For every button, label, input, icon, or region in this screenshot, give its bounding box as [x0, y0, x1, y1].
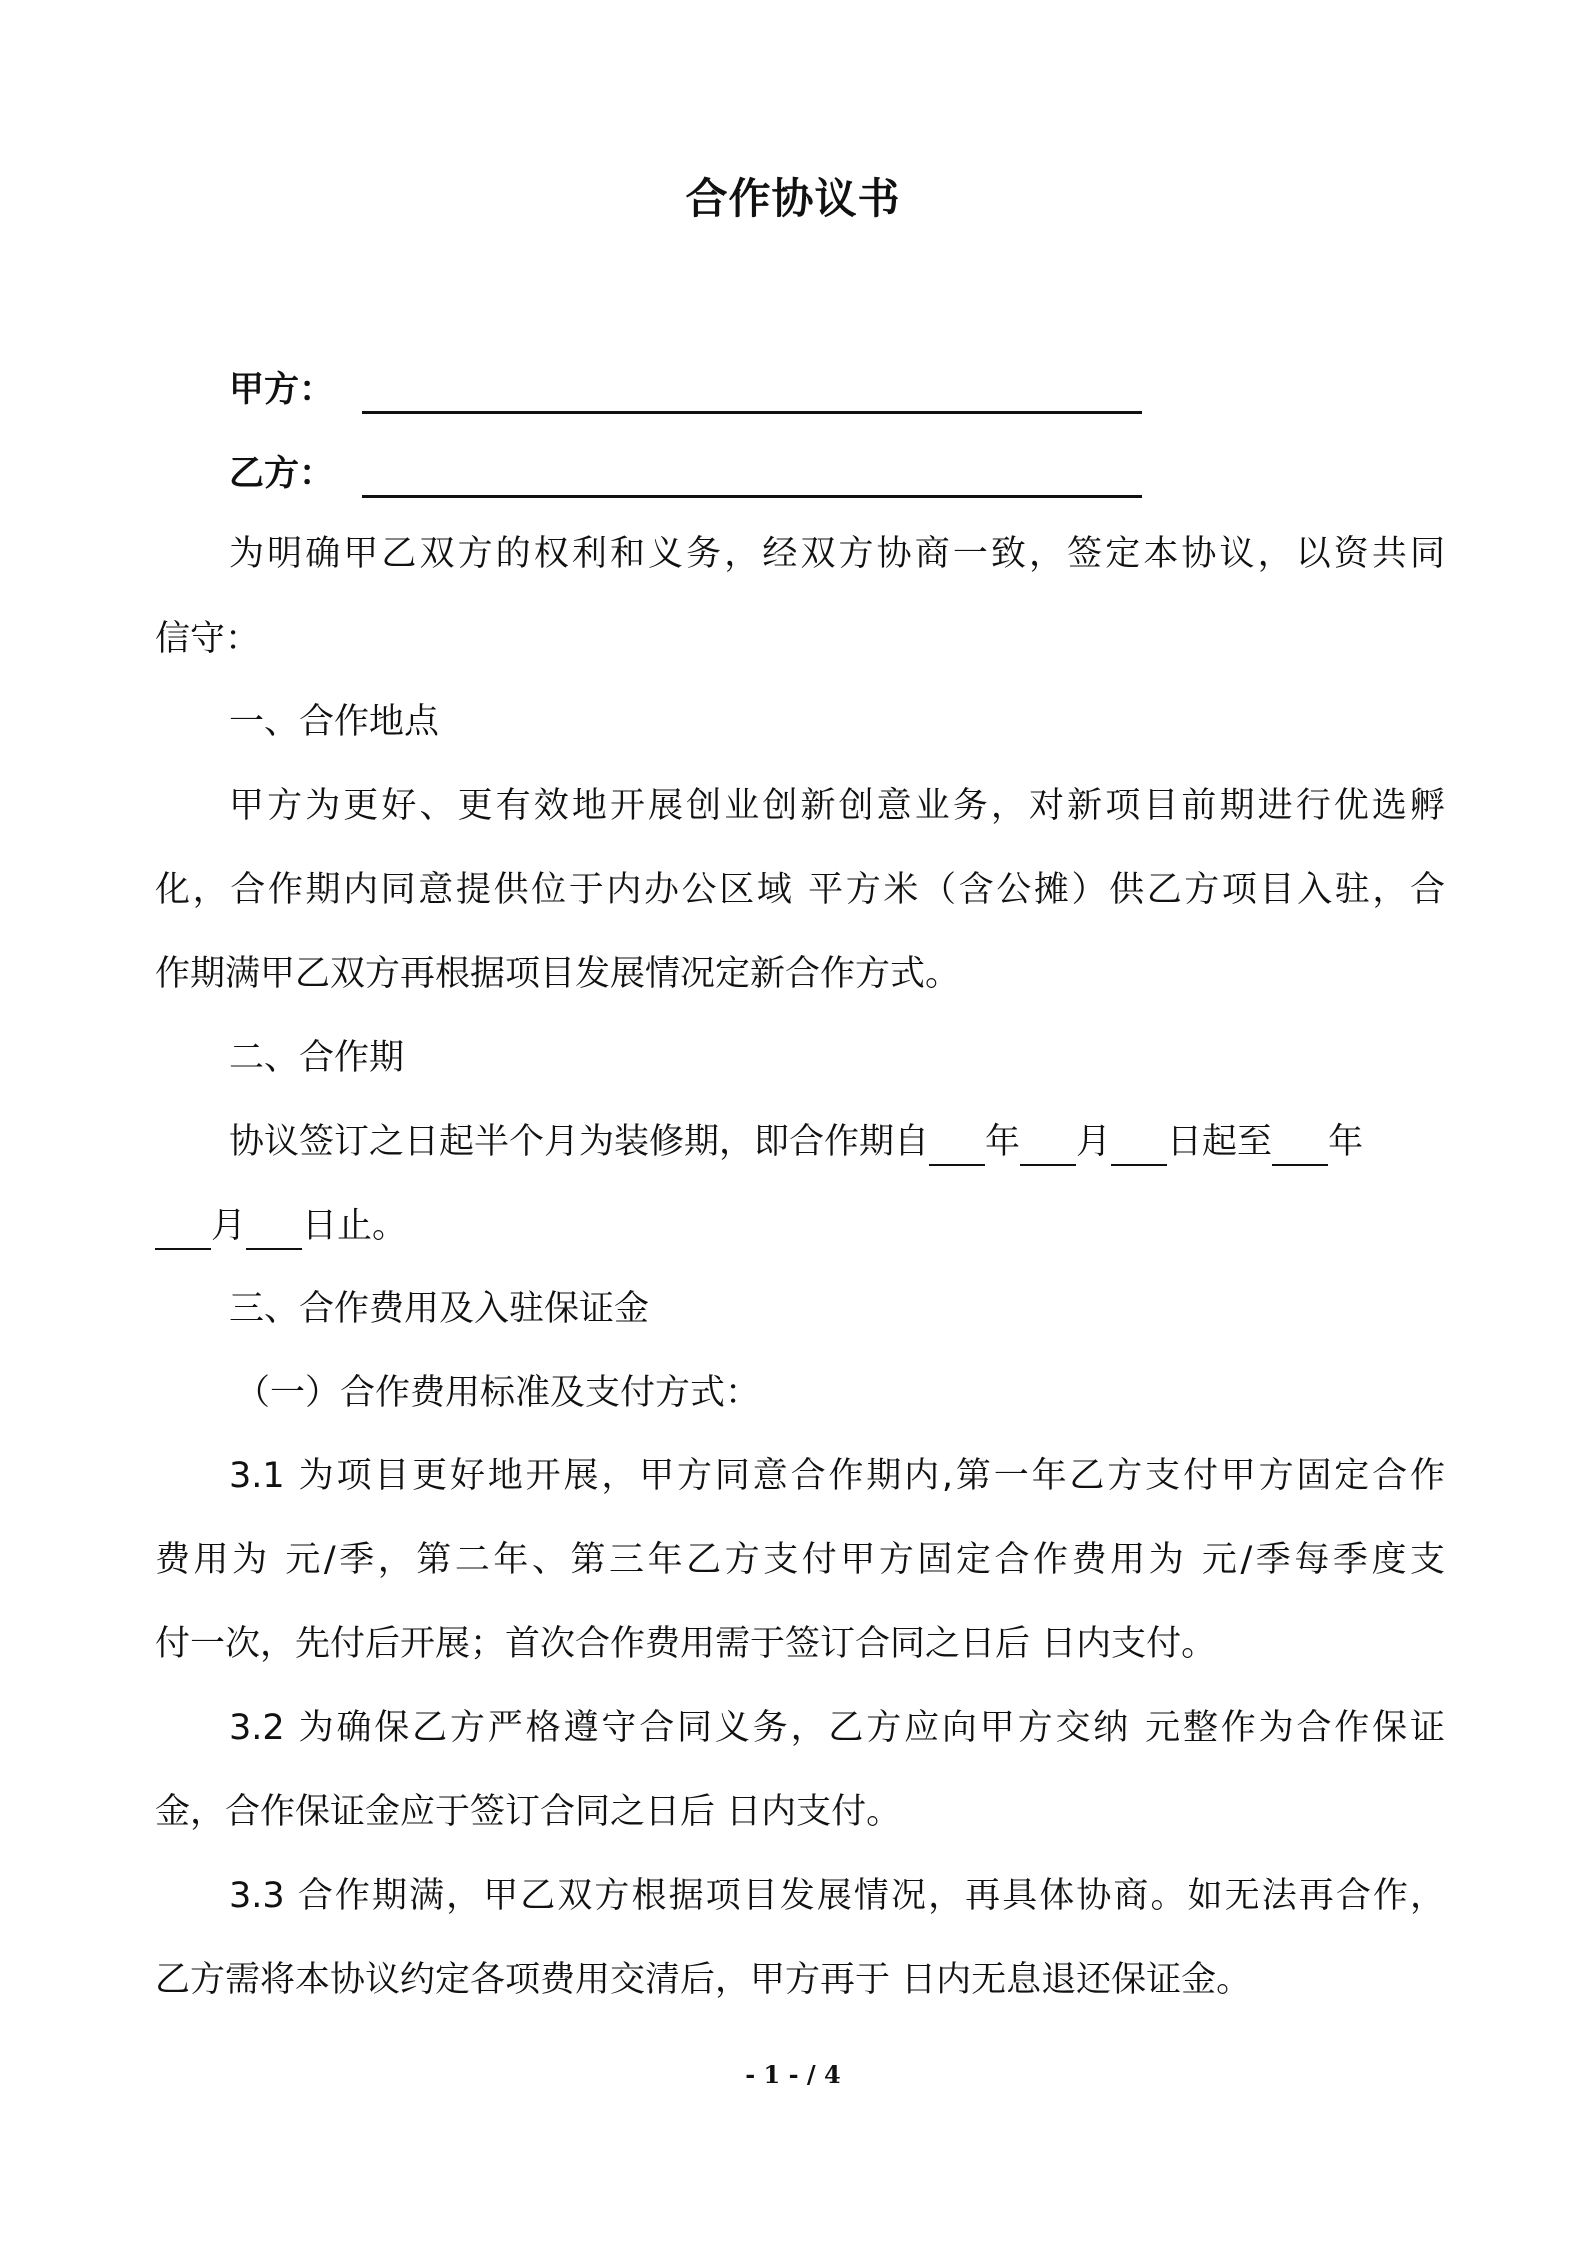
page-number: - 1 - / 4: [745, 2060, 841, 2089]
day-from-label: 日起至: [1167, 1122, 1273, 1162]
clause-3-1-line-1: 3.1 为项目更好地开展，甲方同意合作期内,第一年乙方支付甲方固定合作: [229, 1456, 1445, 1496]
end-day-blank: [246, 1214, 302, 1250]
clause-3-3-line-1: 3.3 合作期满，甲乙双方根据项目发展情况，再具体协商。如无法再合作，: [229, 1876, 1445, 1916]
end-month-blank: [155, 1214, 211, 1250]
intro-line-2: 信守：: [155, 619, 261, 659]
section-1-line-2: 化，合作期内同意提供位于内办公区域 平方米（含公摊）供乙方项目入驻，合: [155, 870, 1445, 910]
end-year-blank: [1272, 1130, 1328, 1166]
clause-3-1-line-2: 费用为 元/季，第二年、第三年乙方支付甲方固定合作费用为 元/季每季度支: [155, 1540, 1445, 1580]
start-year-blank: [929, 1130, 985, 1166]
section-3-subheading: （一）合作费用标准及支付方式：: [235, 1373, 761, 1413]
section-3-heading: 三、合作费用及入驻保证金: [229, 1289, 650, 1329]
year-label-2: 年: [1328, 1122, 1364, 1162]
month-label: 月: [1076, 1122, 1112, 1162]
section-1-line-1: 甲方为更好、更有效地开展创业创新创意业务，对新项目前期进行优选孵: [229, 786, 1445, 826]
day-end-label: 日止。: [302, 1206, 408, 1246]
month-label-2: 月: [211, 1206, 247, 1246]
section-1-heading: 一、合作地点: [229, 702, 440, 742]
term-text: 协议签订之日起半个月为装修期，即合作期自: [229, 1122, 930, 1162]
intro-line-1: 为明确甲乙双方的权利和义务，经双方协商一致，签定本协议，以资共同: [229, 534, 1445, 574]
clause-3-1-line-3: 付一次，先付后开展；首次合作费用需于签订合同之日后 日内支付。: [155, 1624, 1217, 1664]
section-1-line-3: 作期满甲乙双方再根据项目发展情况定新合作方式。: [155, 954, 961, 994]
section-2-heading: 二、合作期: [229, 1038, 405, 1078]
party-a-line: [229, 366, 1445, 414]
section-2-line-2: [155, 1202, 1445, 1250]
party-a-label: 甲方：: [229, 370, 335, 410]
document-title: 合作协议书: [685, 174, 901, 223]
section-2-line-1: [229, 1118, 1445, 1166]
clause-3-2-line-2: 金，合作保证金应于签订合同之日后 日内支付。: [155, 1792, 902, 1832]
year-label: 年: [985, 1122, 1021, 1162]
start-month-blank: [1020, 1130, 1076, 1166]
party-b-blank: [362, 459, 1142, 498]
clause-3-2-line-1: 3.2 为确保乙方严格遵守合同义务，乙方应向甲方交纳 元整作为合作保证: [229, 1708, 1445, 1748]
party-b-line: [229, 450, 1445, 498]
clause-3-3-line-2: 乙方需将本协议约定各项费用交清后，甲方再于 日内无息退还保证金。: [155, 1960, 1252, 2000]
party-a-blank: [362, 375, 1142, 414]
start-day-blank: [1111, 1130, 1167, 1166]
party-b-label: 乙方：: [229, 454, 335, 494]
